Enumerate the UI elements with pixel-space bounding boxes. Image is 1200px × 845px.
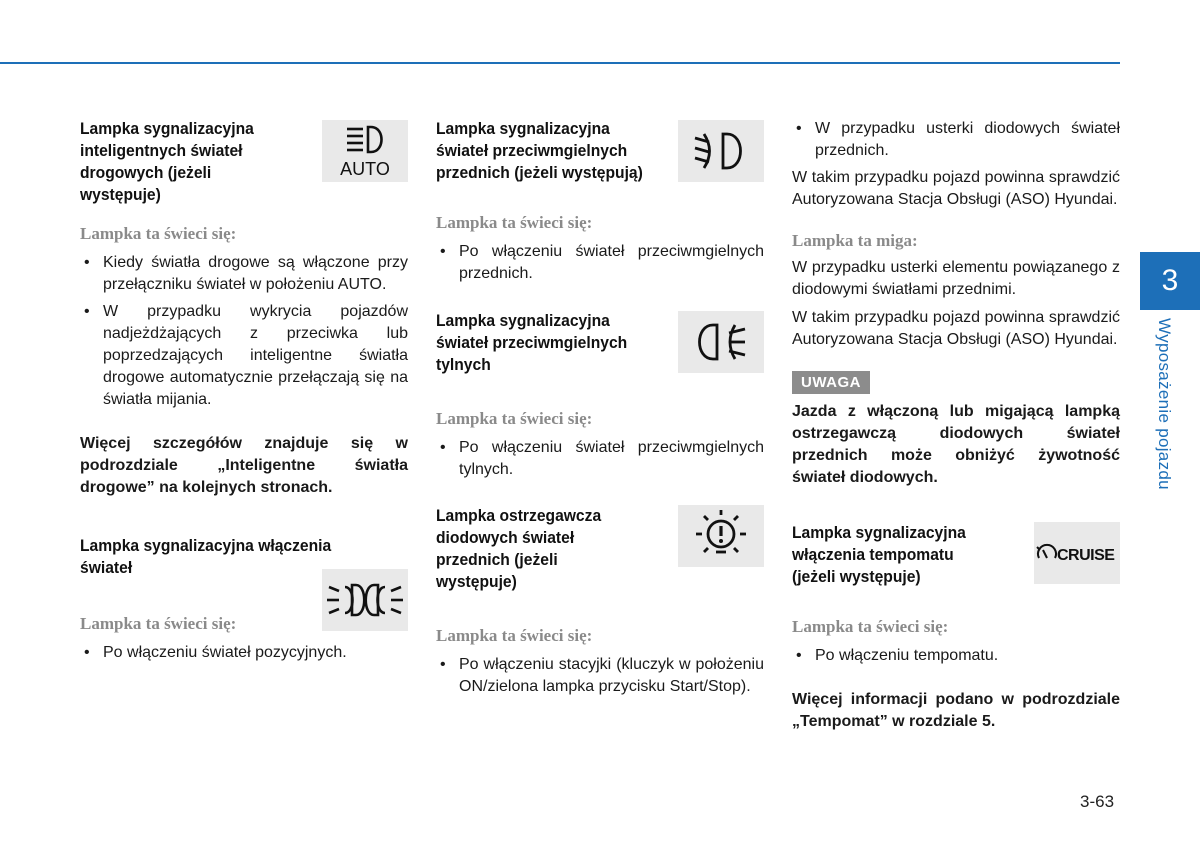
- subheading: Lampka ta świeci się:: [436, 626, 593, 645]
- top-rule: [0, 62, 1120, 64]
- section-title: Lampka sygnalizacyjna inteligentnych świateł drogowych (jeżeli występuje): [80, 119, 254, 204]
- subheading: Lampka ta świeci się:: [436, 213, 593, 232]
- svg-text:AUTO: AUTO: [340, 159, 390, 179]
- paragraph: W takim przypadku pojazd powinna sprawdzić Autoryzowana Stacja Obsługi (ASO) Hyundai.: [792, 169, 1120, 208]
- list-item: • Po włączeniu świateł przeciwmgielnych tylnych.: [436, 437, 764, 481]
- bullet-list: [436, 241, 764, 285]
- caution-text: Jazda z włączoną lub migającą lampką ostrzegawczą diodowych świateł przednich może obniżyć żywotność świateł diodowych.: [792, 403, 1120, 486]
- reference-note: Więcej szczegółów znajduje się w podrozdziale „Inteligentne światła drogowe” na kolejnych stronach.: [80, 435, 408, 496]
- list-item: • Po włączeniu świateł pozycyjnych.: [80, 642, 408, 664]
- bullet-list: [80, 252, 408, 411]
- bullet-list: [792, 118, 1120, 162]
- subheading: Lampka ta świeci się:: [792, 617, 949, 636]
- cruise-control-icon: [1034, 522, 1120, 584]
- chapter-tab: 3: [1140, 252, 1200, 310]
- section-front-fog: [436, 118, 764, 285]
- bullet-list: [80, 642, 408, 664]
- column-3: [792, 118, 1120, 733]
- section-title: Lampka ostrzegawcza diodowych świateł przednich (jeżeli występuje): [436, 506, 602, 591]
- subheading: Lampka ta świeci się:: [436, 409, 593, 428]
- section-title: Lampka sygnalizacyjna świateł przeciwmgielnych przednich (jeżeli występują): [436, 119, 643, 182]
- svg-text:CRUISE: CRUISE: [1057, 547, 1115, 564]
- subheading: Lampka ta miga:: [792, 231, 918, 250]
- position-lights-icon: [322, 569, 408, 631]
- section-led-headlamp: [436, 505, 764, 698]
- list-item: • Po włączeniu świateł przeciwmgielnych przednich.: [436, 241, 764, 285]
- page-number: 3-63: [1080, 792, 1115, 811]
- chapter-title: Wyposażenie pojazdu: [1155, 318, 1174, 490]
- paragraph: W takim przypadku pojazd powinna sprawdzić Autoryzowana Stacja Obsługi (ASO) Hyundai.: [792, 309, 1120, 348]
- section-position-lights: [80, 535, 408, 664]
- subheading: Lampka ta świeci się:: [80, 614, 237, 633]
- section-title: Lampka sygnalizacyjna świateł przeciwmgielnych tylnych: [436, 311, 628, 374]
- column-1: [80, 118, 408, 669]
- list-item: • W przypadku wykrycia pojazdów nadjeżdżających z przeciwka lub poprzedzających inteligentne światła drogowe automatycznie przełączają się na światła mijania.: [80, 301, 408, 411]
- paragraph: W przypadku usterki elementu powiązanego z diodowymi światłami przednimi.: [792, 259, 1120, 298]
- list-item: • Po włączeniu stacyjki (kluczyk w położeniu ON/zielona lampka przycisku Start/Stop).: [436, 654, 764, 698]
- section-smart-high-beam: [80, 118, 408, 499]
- list-item: • W przypadku usterki diodowych świateł przednich.: [792, 118, 1120, 162]
- column-2: [436, 118, 764, 703]
- section-cruise: [792, 522, 1120, 733]
- section-title: Lampka sygnalizacyjna włączenia świateł: [80, 536, 332, 577]
- led-headlamp-warning-icon: [678, 505, 764, 567]
- rear-fog-light-icon: [678, 311, 764, 373]
- section-rear-fog: [436, 310, 764, 481]
- bullet-list: [792, 645, 1120, 667]
- caution-badge: UWAGA: [792, 371, 870, 394]
- section-title: Lampka sygnalizacyjna włączenia tempomatu (jeżeli występuje): [792, 523, 966, 586]
- subheading: Lampka ta świeci się:: [80, 224, 237, 243]
- front-fog-light-icon: [678, 120, 764, 182]
- bullet-list: [436, 437, 764, 481]
- bullet-list: [436, 654, 764, 698]
- auto-high-beam-icon: [322, 120, 408, 182]
- reference-note: Więcej informacji podano w podrozdziale „Tempomat” w rozdziale 5.: [792, 691, 1120, 730]
- list-item: • Po włączeniu tempomatu.: [792, 645, 1120, 667]
- list-item: • Kiedy światła drogowe są włączone przy przełączniku świateł w położeniu AUTO.: [80, 252, 408, 296]
